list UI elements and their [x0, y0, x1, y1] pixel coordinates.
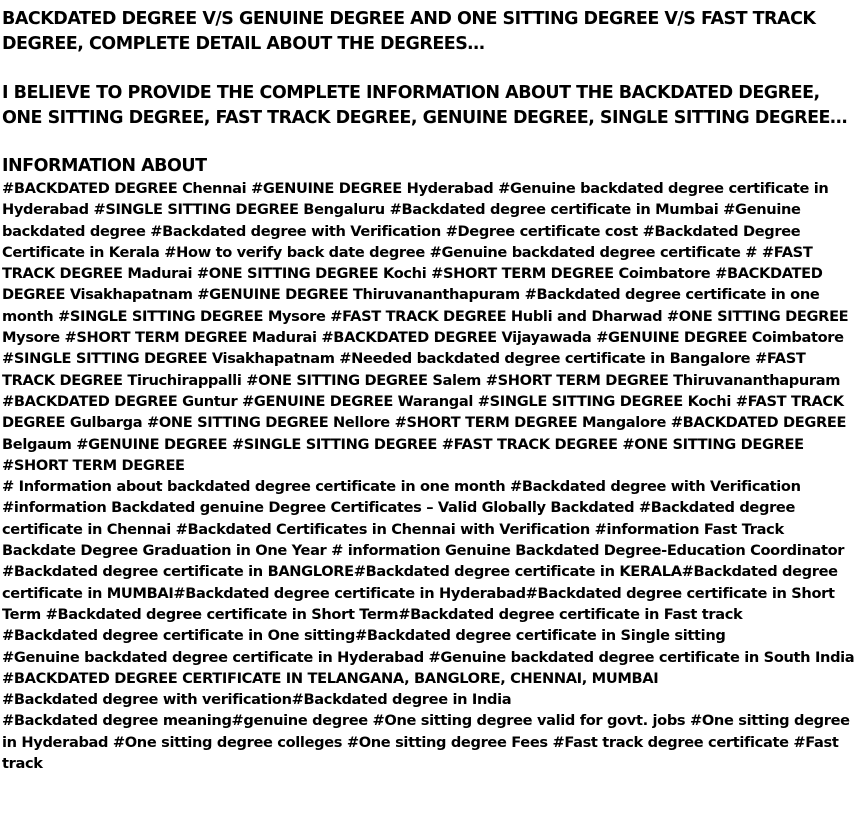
hashtag-paragraph: #BACKDATED DEGREE Chennai #GENUINE DEGREE Hyderabad #Genuine backdated degree certificate in Hyderabad #SINGLE SITTING DEGREE Bengaluru #Backdated degree certificate in Mumbai #Genuine backdated degree #Backdated degree with Verification #Degree certificate cost #Backdated Degree Certificate in Kerala #How to verify back date degree #Genuine backdated degree certificate # #FAST TRACK DEGREE Madurai #ONE SITTING DEGREE Kochi #SHORT TERM DEGREE Coimbatore #BACKDATED DEGREE Visakhapatnam #GENUINE DEGREE Thiruvananthapuram #Backdated degree certificate in one month #SINGLE SITTING DEGREE Mysore #FAST TRACK DEGREE Hubli and Dharwad #ONE SITTING DEGREE Mysore #SHORT TERM DEGREE Madurai #BACKDATED DEGREE Vijayawada #GENUINE DEGREE Coimbatore #SINGLE SITTING DEGREE Visakhapatnam #Needed backdated degree certificate in Bangalore #FAST TRACK DEGREE Tiruchirappalli #ONE SITTING DEGREE Salem #SHORT TERM DEGREE Thiruvananthapuram #BACKDATED DEGREE Guntur #GENUINE DEGREE Warangal #SINGLE SITTING DEGREE Kochi #FAST TRACK DEGREE Gulbarga #ONE SITTING DEGREE Nellore #SHORT TERM DEGREE Mangalore #BACKDATED DEGREE Belgaum #GENUINE DEGREE #SINGLE SITTING DEGREE #FAST TRACK DEGREE #ONE SITTING DEGREE #SHORT TERM DEGREE — [2, 180, 849, 474]
hashtag-paragraph: #BACKDATED DEGREE CERTIFICATE IN TELANGANA, BANGLORE, CHENNAI, MUMBAI — [2, 669, 659, 687]
hashtag-paragraph: # Information about backdated degree certificate in one month #Backdated degree with Verification #information Backdated genuine Degree Certificates – Valid Globally Backdated #Backdated degree certificate in Chennai #Backdated Certificates in Chennai with Verification #information Fast Track Backdate Degree Graduation in One Year # information Genuine Backdated Degree-Education Coordinator — [2, 478, 845, 560]
hashtag-paragraph: #Backdated degree certificate in BANGLORE#Backdated degree certificate in KERALA#Backdated degree certificate in MUMBAI#Backdated degree certificate in Hyderabad#Backdated degree certificate in Short Term #Backdated degree certificate in Short Term#Backdated degree certificate in Fast track — [2, 563, 838, 623]
intro-heading: I BELIEVE TO PROVIDE THE COMPLETE INFORMATION ABOUT THE BACKDATED DEGREE, ONE SITTING DEGREE, FAST TRACK DEGREE, GENUINE DEGREE, SINGLE SITTING DEGREE… — [2, 83, 847, 128]
hashtag-paragraph: #Genuine backdated degree certificate in Hyderabad #Genuine backdated degree certificate in South India — [2, 648, 855, 666]
hashtag-content — [2, 178, 858, 773]
article-title: BACKDATED DEGREE V/S GENUINE DEGREE AND ONE SITTING DEGREE V/S FAST TRACK DEGREE, COMPLETE DETAIL ABOUT THE DEGREES… — [2, 9, 816, 54]
article — [2, 0, 858, 773]
hashtag-paragraph: #Backdated degree certificate in One sitting#Backdated degree certificate in Single sitting — [2, 627, 726, 645]
hashtag-paragraph: #Backdated degree meaning#genuine degree #One sitting degree valid for govt. jobs #One sitting degree in Hyderabad #One sitting degree colleges #One sitting degree Fees #Fast track degree certificate #Fast track — [2, 712, 850, 773]
section-heading: INFORMATION ABOUT — [2, 156, 207, 176]
hashtag-paragraph: #Backdated degree with verification#Backdated degree in India — [2, 691, 512, 709]
